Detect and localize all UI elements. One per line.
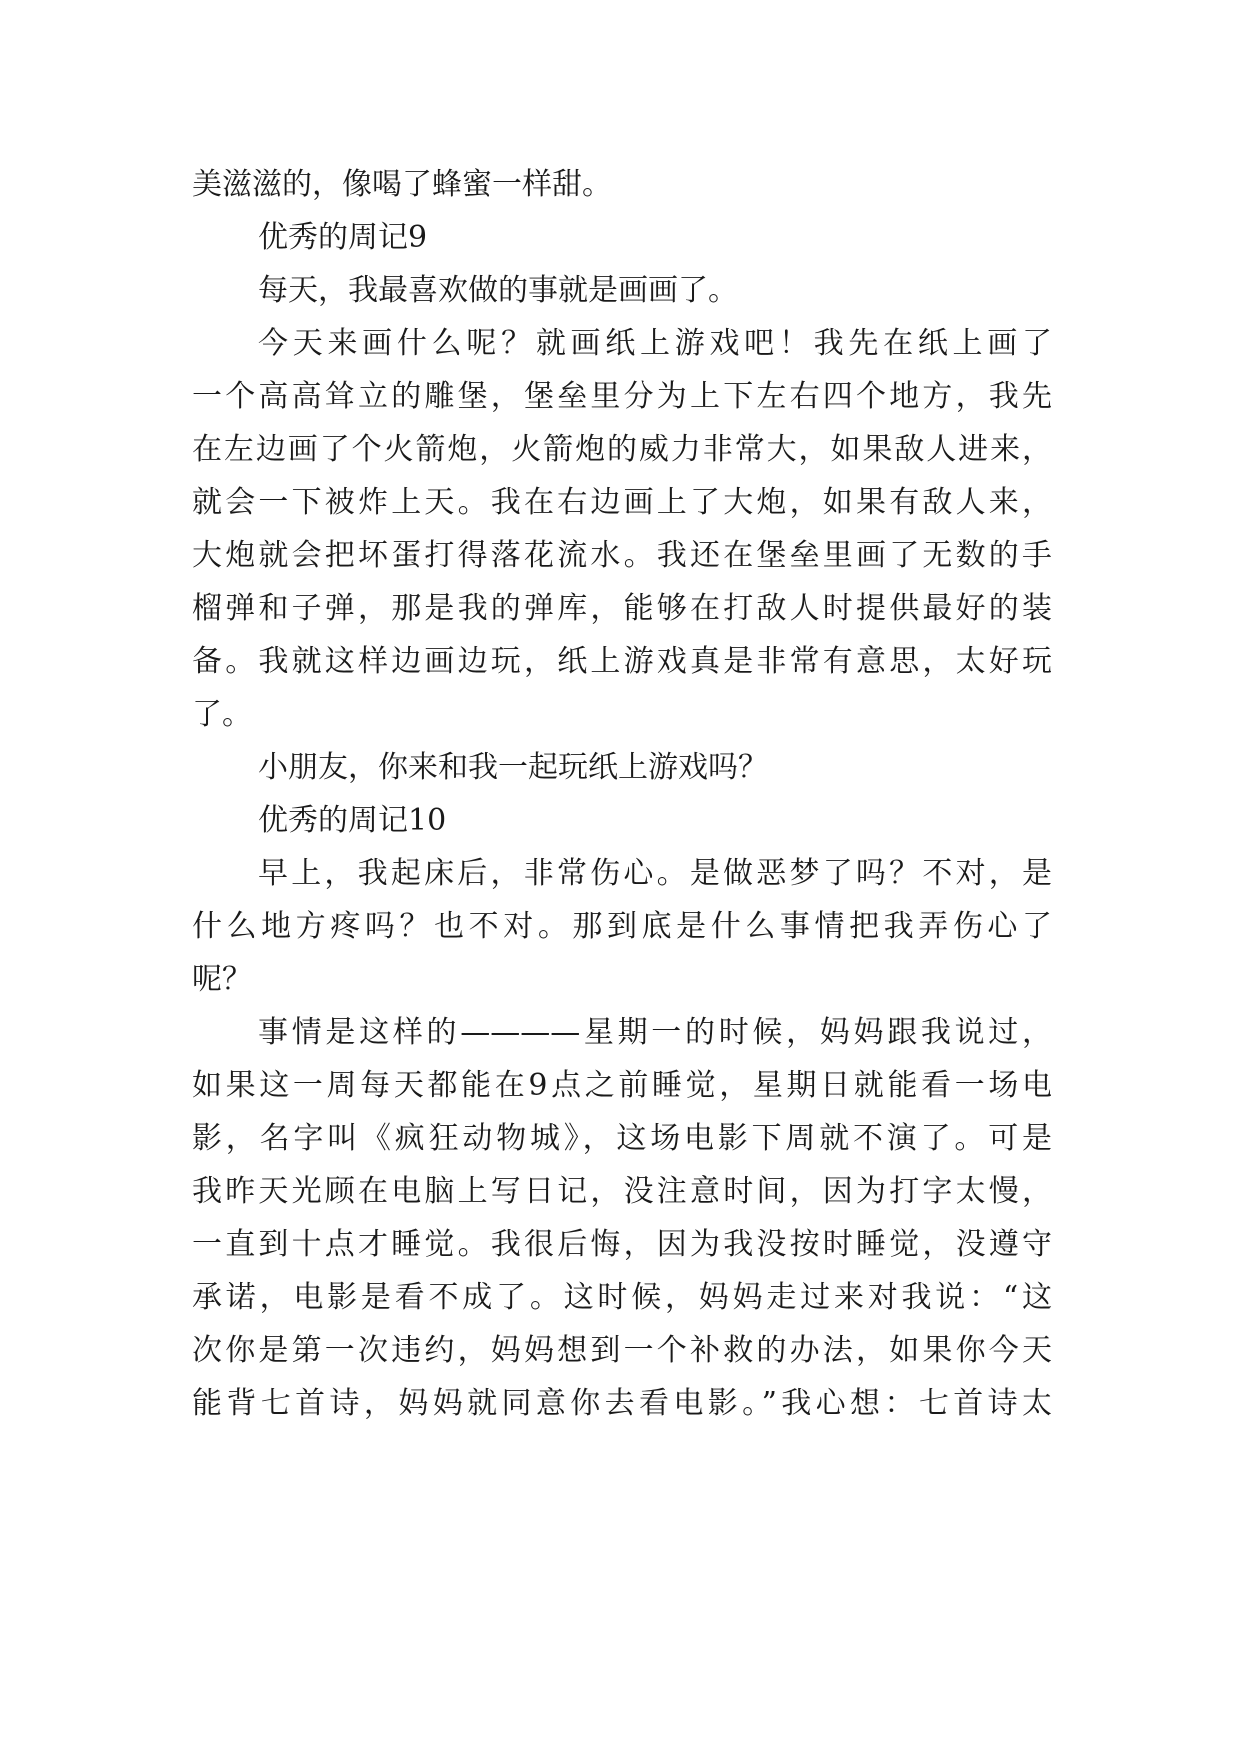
text-line: 备。我就这样边画边玩，纸上游戏真是非常有意思，太好玩 (192, 644, 1052, 679)
text-line: 今天来画什么呢？就画纸上游戏吧！我先在纸上画了 (258, 326, 1052, 361)
heading-journal-9: 优秀的周记9 (258, 220, 428, 255)
text-line: 榴弹和子弹，那是我的弹库，能够在打敌人时提供最好的装 (192, 591, 1052, 626)
text-line: 一个高高耸立的雕堡，堡垒里分为上下左右四个地方，我先 (192, 379, 1052, 414)
text-line: 每天，我最喜欢做的事就是画画了。 (258, 273, 738, 308)
text-line: 承诺，电影是看不成了。这时候，妈妈走过来对我说：“这 (192, 1280, 1052, 1315)
text-line: 一直到十点才睡觉。我很后悔，因为我没按时睡觉，没遵守 (192, 1227, 1052, 1262)
text-line: 次你是第一次违约，妈妈想到一个补救的办法，如果你今天 (192, 1333, 1052, 1368)
heading-journal-10: 优秀的周记10 (258, 803, 447, 838)
text-line: 如果这一周每天都能在9点之前睡觉，星期日就能看一场电 (192, 1068, 1052, 1103)
text-line: 事情是这样的————星期一的时候，妈妈跟我说过， (258, 1015, 1052, 1050)
document-page (192, 158, 1052, 1430)
text-line: 我昨天光顾在电脑上写日记，没注意时间，因为打字太慢， (192, 1174, 1052, 1209)
text-line: 什么地方疼吗？也不对。那到底是什么事情把我弄伤心了 (192, 909, 1052, 944)
text-line: 影，名字叫《疯狂动物城》，这场电影下周就不演了。可是 (192, 1121, 1052, 1156)
text-line: 能背七首诗，妈妈就同意你去看电影。”我心想：七首诗太 (192, 1386, 1052, 1421)
text-line: 在左边画了个火箭炮，火箭炮的威力非常大，如果敌人进来， (192, 432, 1052, 467)
text-line: 小朋友，你来和我一起玩纸上游戏吗？ (258, 750, 768, 785)
text-line: 早上，我起床后，非常伤心。是做恶梦了吗？不对，是 (258, 856, 1052, 891)
text-line: 美滋滋的，像喝了蜂蜜一样甜。 (192, 167, 612, 202)
text-line: 就会一下被炸上天。我在右边画上了大炮，如果有敌人来， (192, 485, 1052, 520)
text-line: 大炮就会把坏蛋打得落花流水。我还在堡垒里画了无数的手 (192, 538, 1052, 573)
text-line: 了。 (192, 697, 252, 732)
text-line: 呢？ (192, 962, 252, 997)
